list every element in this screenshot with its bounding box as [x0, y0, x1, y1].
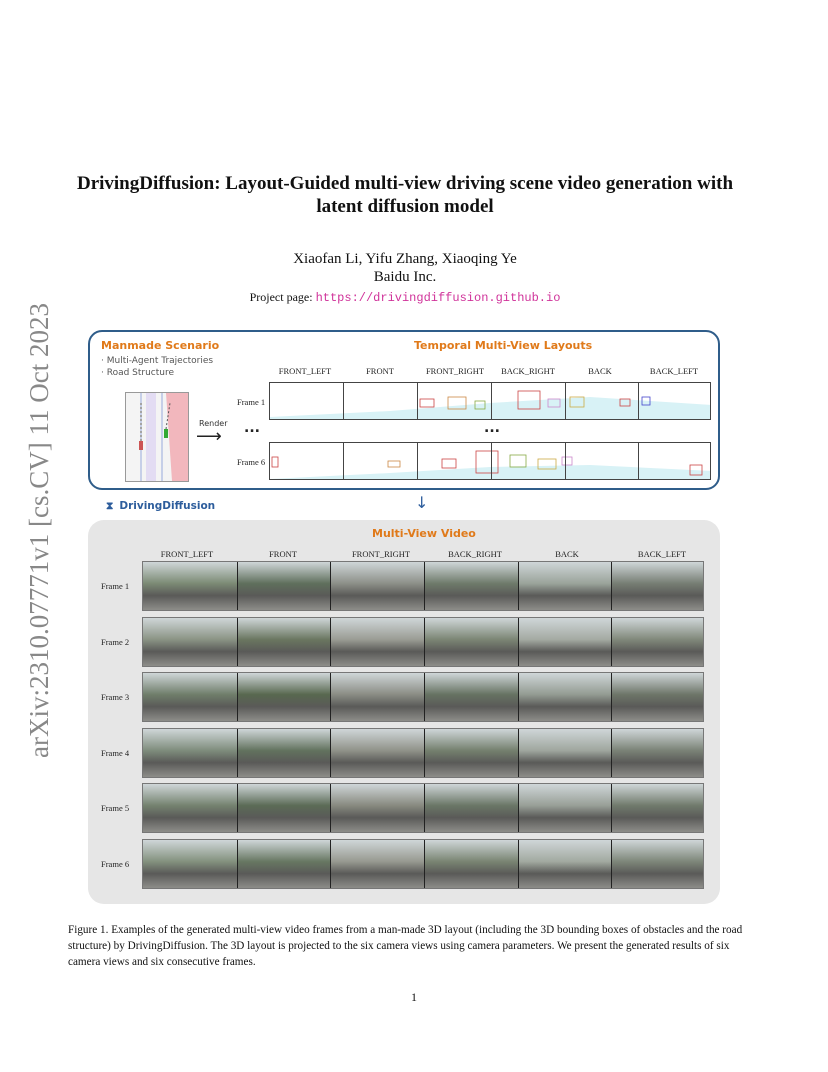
drivingdiffusion-text: DrivingDiffusion: [119, 500, 216, 512]
video-frame-image: [237, 562, 331, 610]
video-frame-row: [142, 672, 704, 722]
bev-layout-image: [125, 392, 189, 482]
bullet-trajectories: · Multi-Agent Trajectories: [101, 356, 214, 366]
layout-strip-frame-1: [269, 382, 711, 420]
video-frame-row: [142, 728, 704, 778]
video-frame-image: [518, 618, 612, 666]
video-frame-image: [518, 784, 612, 832]
video-frame-image: [611, 784, 704, 832]
video-frame-image: [330, 618, 424, 666]
ellipsis-left: ...: [244, 420, 260, 436]
page-number: 1: [411, 990, 417, 1004]
ellipsis-center: ...: [484, 420, 500, 436]
layout-frame-1-label: Frame 1: [237, 397, 266, 407]
video-camera-label: BACK_LEFT: [637, 549, 687, 559]
video-frame-row: [142, 783, 704, 833]
video-frame-row: [142, 617, 704, 667]
arxiv-stamp: [22, 290, 58, 760]
project-url-link[interactable]: https://drivingdiffusion.github.io: [315, 291, 561, 305]
arxiv-stamp-text: arXiv:2310.07771v1 [cs.CV] 11 Oct 2023: [24, 303, 54, 758]
video-frame-image: [330, 784, 424, 832]
video-frame-image: [611, 562, 704, 610]
video-frame-image: [330, 840, 424, 888]
video-frame-image: [237, 840, 331, 888]
video-frame-image: [611, 673, 704, 721]
title-line-1: DrivingDiffusion: Layout-Guided multi-view driving scene video generation with: [76, 173, 734, 194]
layout-camera-label: FRONT: [366, 366, 394, 376]
video-frame-image: [237, 618, 331, 666]
video-frame-image: [518, 673, 612, 721]
manmade-title: Manmade Scenario: [101, 339, 220, 352]
video-frame-label: Frame 6: [101, 858, 130, 869]
render-label: Render: [199, 419, 228, 428]
layout-camera-label: BACK_LEFT: [649, 366, 699, 376]
video-frame-image: [143, 784, 237, 832]
video-frame-image: [424, 618, 518, 666]
video-frame-row: [142, 839, 704, 889]
video-frame-image: [143, 729, 237, 777]
layout-camera-label: FRONT_RIGHT: [425, 366, 485, 376]
layout-camera-label: BACK_RIGHT: [501, 366, 555, 376]
video-frame-image: [330, 729, 424, 777]
video-frame-image: [143, 562, 237, 610]
hourglass-icon: ⧗: [106, 500, 114, 512]
title-line-2: latent diffusion model: [316, 196, 494, 217]
video-frame-image: [611, 729, 704, 777]
video-frame-label: Frame 1: [101, 581, 130, 591]
video-frame-image: [237, 784, 331, 832]
video-frame-image: [518, 729, 612, 777]
video-frame-image: [424, 729, 518, 777]
project-page: [60, 290, 750, 305]
temporal-title: Temporal Multi-View Layouts: [414, 339, 593, 352]
video-frame-label: Frame 5: [101, 803, 130, 813]
video-camera-label: FRONT: [269, 549, 297, 559]
video-frame-image: [143, 840, 237, 888]
render-arrow-icon: ⟶: [196, 426, 222, 447]
layout-camera-label: BACK: [588, 366, 612, 376]
video-frame-image: [518, 562, 612, 610]
layout-frame-6-label: Frame 6: [237, 457, 266, 467]
video-camera-label: FRONT_LEFT: [160, 549, 214, 559]
video-camera-label: FRONT_RIGHT: [351, 549, 411, 559]
drivingdiffusion-label: [106, 500, 215, 513]
video-frame-image: [424, 562, 518, 610]
paper-title: [60, 172, 750, 218]
figure-caption: Figure 1. Examples of the generated multi-view video frames from a man-made 3D layout (including the 3D bounding boxes of obstacles and the road structure) by DrivingDiffusion. The 3D layout is projected to the six camera views using camera parameters. We present the generated results of six camera views and six consecutive frames.: [68, 924, 743, 968]
video-frame-label: Frame 3: [101, 692, 130, 702]
video-frame-image: [143, 618, 237, 666]
layout-strip-frame-6: [269, 442, 711, 480]
video-frame-image: [424, 673, 518, 721]
video-frame-image: [330, 562, 424, 610]
video-frame-image: [518, 840, 612, 888]
affiliation: Baidu Inc.: [373, 269, 437, 285]
layout-camera-label: FRONT_LEFT: [278, 366, 332, 376]
down-arrow-icon: ↓: [415, 493, 429, 512]
video-frame-image: [611, 618, 704, 666]
video-camera-label: BACK: [555, 549, 579, 559]
video-frame-image: [237, 673, 331, 721]
video-frame-row: [142, 561, 704, 611]
video-frame-image: [237, 729, 331, 777]
bullet-road: · Road Structure: [101, 368, 175, 378]
project-label: Project page:: [249, 290, 313, 304]
video-frame-image: [143, 673, 237, 721]
authors: Xiaofan Li, Yifu Zhang, Xiaoqing Ye: [293, 251, 517, 267]
video-frame-image: [424, 840, 518, 888]
video-frame-image: [611, 840, 704, 888]
video-frame-label: Frame 4: [101, 747, 130, 758]
video-frame-image: [330, 673, 424, 721]
video-frame-image: [424, 784, 518, 832]
video-camera-label: BACK_RIGHT: [448, 549, 502, 559]
video-title: Multi-View Video: [372, 527, 476, 540]
video-frame-label: Frame 2: [101, 636, 130, 647]
